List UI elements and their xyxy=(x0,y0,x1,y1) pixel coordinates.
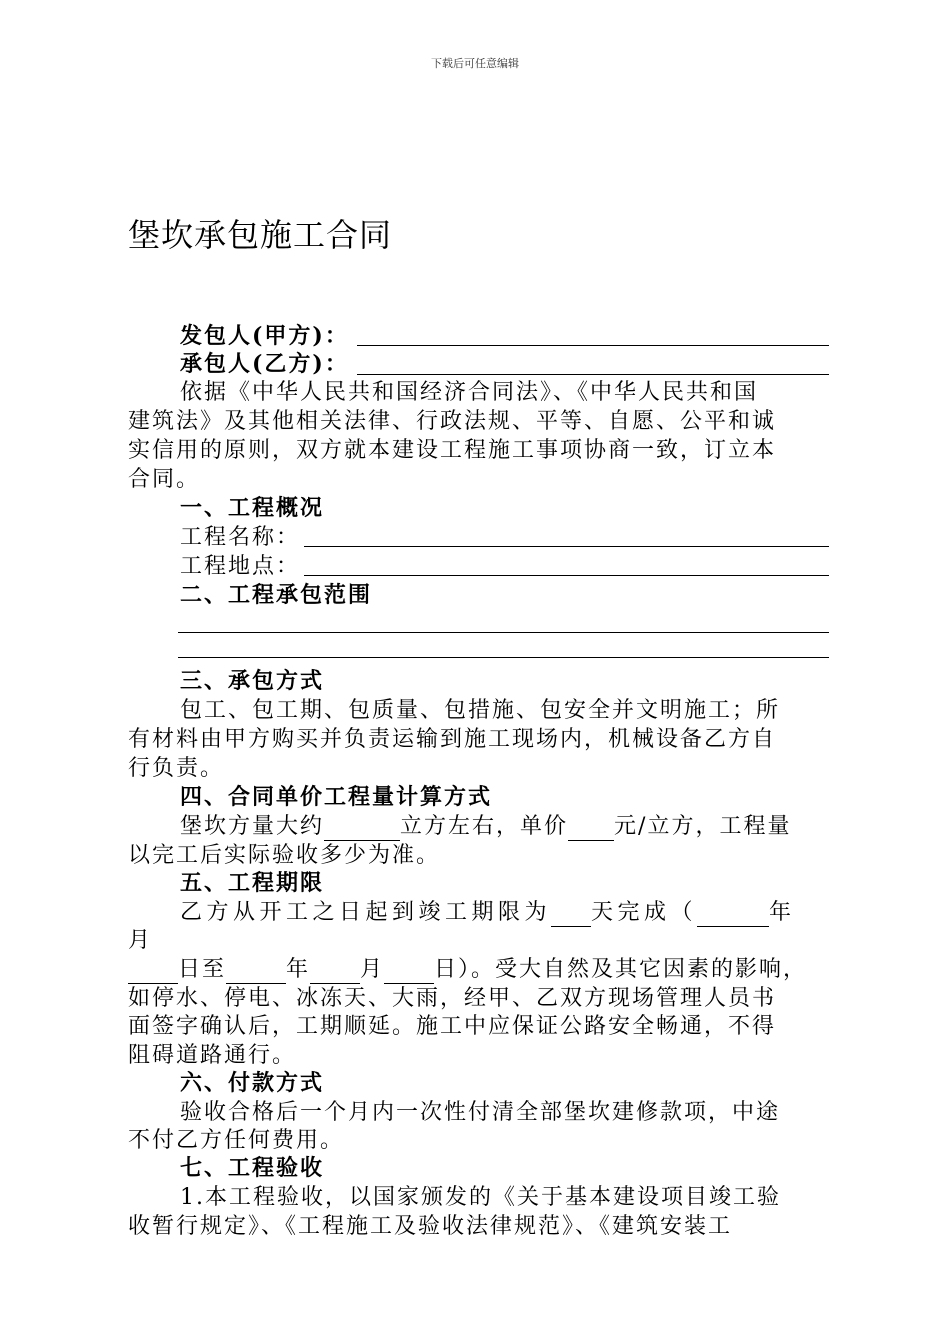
section-6-line: 验收合格后一个月内一次性付清全部堡坎建修款项，中途 xyxy=(180,1100,781,1125)
intro-line: 建筑法》及其他相关法律、行政法规、平等、自愿、公平和诚 xyxy=(128,409,777,434)
section-5-text-h: 日）。受大自然及其它因素的影响， xyxy=(434,957,808,982)
unit-price-blank xyxy=(568,818,614,841)
days-blank xyxy=(551,904,591,927)
section-2-title: 二、工程承包范围 xyxy=(180,582,373,608)
section-6-title: 六、付款方式 xyxy=(180,1070,325,1096)
party-b-blank xyxy=(357,374,829,375)
section-3-line: 包工、包工期、包质量、包措施、包安全并文明施工；所 xyxy=(180,698,781,723)
section-4-text-b: 立方左右，单价 xyxy=(400,814,569,839)
section-5-text-f: 年 xyxy=(286,957,311,982)
section-5-text-a: 乙方从开工之日起到竣工期限为 xyxy=(180,900,552,925)
document-title: 堡坎承包施工合同 xyxy=(128,216,393,254)
party-b-label: 承包人(乙方)： xyxy=(180,351,349,377)
project-name-label: 工程名称： xyxy=(180,525,301,550)
start-day-blank xyxy=(128,961,178,984)
page-header: 下载后可任意编辑 xyxy=(431,57,519,70)
party-a-blank xyxy=(357,345,829,346)
section-5-text-g: 月 xyxy=(360,957,385,982)
section-5-line xyxy=(128,955,807,984)
project-location-blank xyxy=(304,575,829,576)
section-5-text-e: 日至 xyxy=(178,957,227,982)
section-5-text-b: 天完成（ xyxy=(591,900,698,925)
section-6-line: 不付乙方任何费用。 xyxy=(128,1128,345,1153)
section-5-title: 五、工程期限 xyxy=(180,870,325,896)
section-5-line xyxy=(180,898,796,927)
section-5-line: 月 xyxy=(128,928,153,953)
section-3-line: 有材料由甲方购买并负责运输到施工现场内，机械设备乙方自 xyxy=(128,727,777,752)
intro-line: 合同。 xyxy=(128,467,201,492)
section-4-title: 四、合同单价工程量计算方式 xyxy=(180,784,493,810)
section-7-line: 收暂行规定》、《工程施工及验收法律规范》、《建筑安装工 xyxy=(128,1214,733,1239)
start-year-blank xyxy=(697,904,769,927)
section-1-title: 一、工程概况 xyxy=(180,495,325,521)
end-month-blank xyxy=(310,961,360,984)
scope-blank-line xyxy=(178,632,829,633)
section-5-line: 如停水、停电、冰冻天、大雨，经甲、乙双方现场管理人员书 xyxy=(128,986,777,1011)
section-4-text-c: 元/立方，工程量 xyxy=(614,814,792,839)
section-3-title: 三、承包方式 xyxy=(180,668,325,694)
section-5-line: 阻碍道路通行。 xyxy=(128,1043,297,1068)
section-3-line: 行负责。 xyxy=(128,756,225,781)
volume-blank xyxy=(324,818,400,841)
intro-line: 实信用的原则，双方就本建设工程施工事项协商一致，订立本 xyxy=(128,438,777,463)
end-year-blank xyxy=(226,961,286,984)
section-5-text-c: 年 xyxy=(769,900,796,925)
section-7-line: 1.本工程验收，以国家颁发的《关于基本建设项目竣工验 xyxy=(180,1185,781,1210)
section-5-line: 面签字确认后，工期顺延。施工中应保证公路安全畅通，不得 xyxy=(128,1014,777,1039)
section-7-title: 七、工程验收 xyxy=(180,1155,325,1181)
section-4-line xyxy=(180,812,791,841)
scope-blank-line xyxy=(178,657,829,658)
party-a-label: 发包人(甲方)： xyxy=(180,323,349,349)
section-4-line: 以完工后实际验收多少为准。 xyxy=(128,843,441,868)
project-name-blank xyxy=(304,546,829,547)
project-location-label: 工程地点： xyxy=(180,554,301,579)
end-day-blank xyxy=(384,961,434,984)
intro-line: 依据《中华人民共和国经济合同法》、《中华人民共和国 xyxy=(180,380,759,405)
section-4-text-a: 堡坎方量大约 xyxy=(180,814,325,839)
